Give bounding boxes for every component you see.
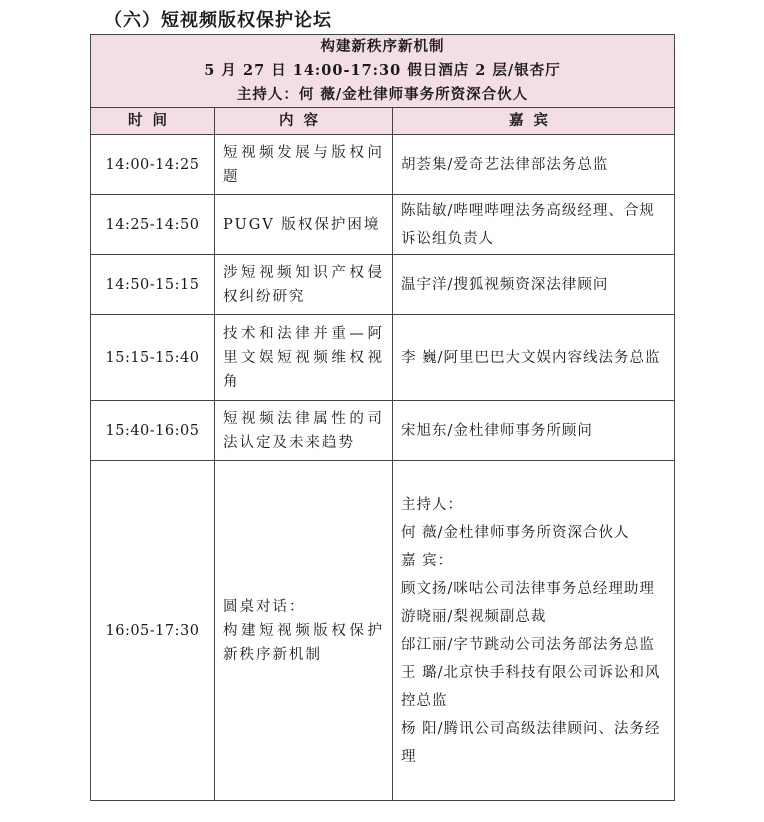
header-time: 时间 xyxy=(91,108,215,135)
row-time: 14:25-14:50 xyxy=(91,195,215,255)
row-guests xyxy=(393,401,675,461)
forum-banner xyxy=(91,35,675,108)
row-guests xyxy=(393,255,675,315)
banner-cell xyxy=(91,35,675,108)
forum-host: 主持人：何 薇/金杜律师事务所资深合伙人 xyxy=(236,86,529,103)
row-topic: 短视频法律属性的司法认定及未来趋势 xyxy=(215,401,393,461)
guest-line: 何 薇/金杜律师事务所资深合伙人 xyxy=(401,524,630,541)
row-time: 14:50-15:15 xyxy=(91,255,215,315)
guest-line: 陈陆敏/哔哩哔哩法务高级经理、合规诉讼组负责人 xyxy=(401,202,655,247)
guest-line: 游晓丽/梨视频副总裁 xyxy=(401,608,547,625)
row-time: 14:00-14:25 xyxy=(91,135,215,195)
table-row xyxy=(91,401,675,461)
table-row xyxy=(91,255,675,315)
header-content: 内容 xyxy=(215,108,393,135)
row-time: 15:15-15:40 xyxy=(91,315,215,401)
roundtable-label: 圆桌对话： xyxy=(223,598,306,615)
row-topic: 涉短视频知识产权侵权纠纷研究 xyxy=(215,255,393,315)
table-row xyxy=(91,315,675,401)
row-guests xyxy=(393,461,675,801)
guest-line: 邰江丽/字节跳动公司法务部法务总监 xyxy=(401,636,655,653)
row-topic: 技术和法律并重—阿里文娱短视频维权视角 xyxy=(215,315,393,401)
row-time: 16:05-17:30 xyxy=(91,461,215,801)
table-header xyxy=(91,108,675,135)
guest-line: 李 巍/阿里巴巴大文娱内容线法务总监 xyxy=(401,349,661,366)
table-row xyxy=(91,461,675,801)
table-row xyxy=(91,135,675,195)
guest-line: 主持人： xyxy=(401,496,463,513)
guest-line: 杨 阳/腾讯公司高级法律顾问、法务经理 xyxy=(401,720,661,765)
row-guests xyxy=(393,195,675,255)
row-time: 15:40-16:05 xyxy=(91,401,215,461)
forum-time-place: 5 月 27 日 14:00-17:30 假日酒店 2 层/银杏厅 xyxy=(204,62,561,79)
guest-line: 胡荟集/爱奇艺法律部法务总监 xyxy=(401,156,609,173)
guest-line: 嘉 宾： xyxy=(401,552,454,569)
forum-theme: 构建新秩序新机制 xyxy=(320,38,445,55)
row-topic: 短视频发展与版权问题 xyxy=(215,135,393,195)
guest-line: 宋旭东/金杜律师事务所顾问 xyxy=(401,422,593,439)
row-topic: 构建短视频版权保护新秩序新机制 xyxy=(223,622,384,663)
guest-line: 王 璐/北京快手科技有限公司诉讼和风控总监 xyxy=(401,664,661,709)
row-topic: PUGV 版权保护困境 xyxy=(215,195,393,255)
header-guests: 嘉宾 xyxy=(393,108,675,135)
guest-line: 顾文扬/咪咕公司法律事务总经理助理 xyxy=(401,580,655,597)
row-guests xyxy=(393,315,675,401)
table-row xyxy=(91,195,675,255)
section-title: （六）短视频版权保护论坛 xyxy=(104,10,332,31)
guest-line: 温宇洋/搜狐视频资深法律顾问 xyxy=(401,276,609,293)
row-topic-cell xyxy=(215,461,393,801)
agenda-table xyxy=(90,34,675,801)
row-guests xyxy=(393,135,675,195)
